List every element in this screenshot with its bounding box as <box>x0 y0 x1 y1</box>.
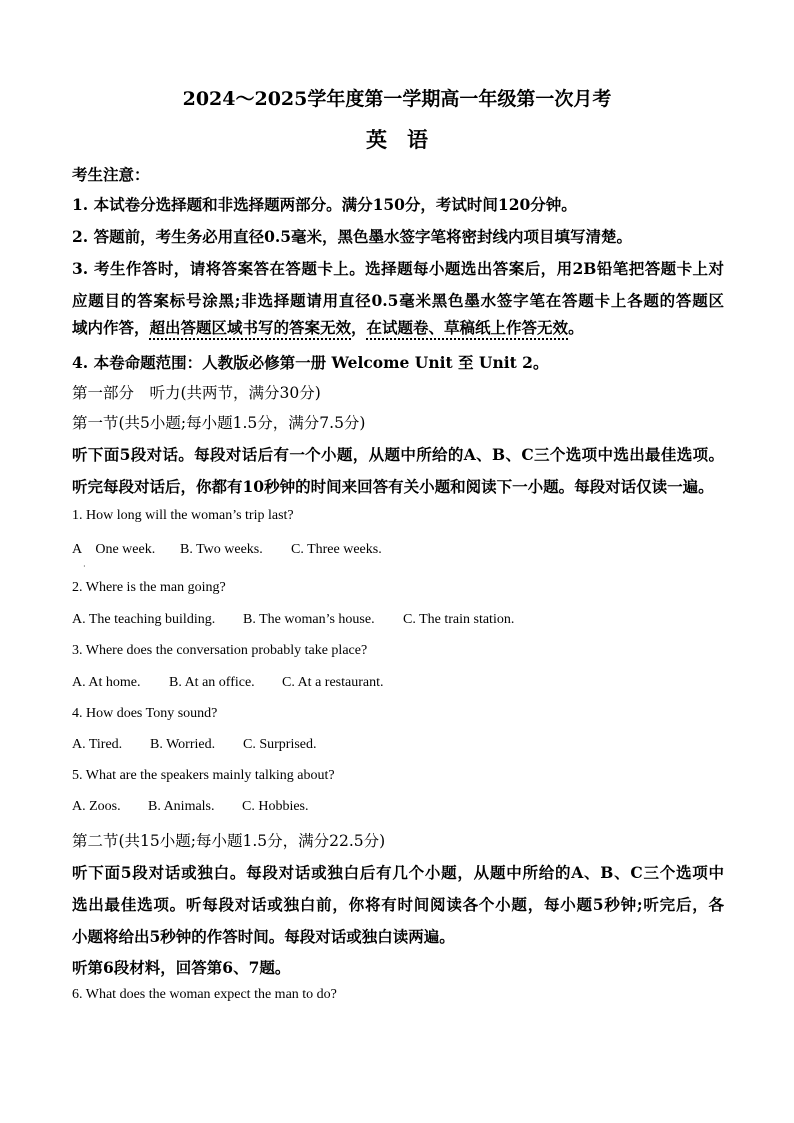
question-2-options <box>72 612 724 628</box>
option-b: B. Two weeks. <box>180 542 263 557</box>
option-c: C. Three weeks. <box>291 542 382 557</box>
emphasis-text: 超出答题区域书写的答案无效 <box>149 318 352 337</box>
notice-item-3-line-2: 应题目的答案标号涂黑;非选择题请用直径0.5毫米黑色墨水签字笔在答题卡上各题的答题区 <box>72 291 724 310</box>
option-a: A One week. <box>72 542 156 557</box>
notice-text: 域内作答， <box>72 318 150 337</box>
question-2-stem: 2. Where is the man going? <box>72 580 226 595</box>
question-3-stem: 3. Where does the conversation probably take place? <box>72 643 368 658</box>
option-a: A. Tired. <box>72 737 123 752</box>
notice-heading: 考生注意： <box>72 165 150 184</box>
section2-instruction-line-2: 选出最佳选项。听每段对话或独白前，你将有时间阅读各个小题，每小题5秒钟;听完后，各 <box>72 895 724 914</box>
section2-instruction-line-3: 小题将给出5秒钟的作答时间。每段对话或独白读两遍。 <box>72 927 455 946</box>
option-b: B. Animals. <box>148 799 215 814</box>
stray-dot-mark: · <box>83 562 86 571</box>
emphasis-text: 在试题卷、草稿纸上作答无效 <box>366 318 569 337</box>
notice-item-3-line-1: 3. 考生作答时，请将答案答在答题卡上。选择题每小题选出答案后，用2B铅笔把答题卡上对 <box>72 259 724 278</box>
question-1-stem: 1. How long will the woman’s trip last? <box>72 508 294 523</box>
question-6-stem: 6. What does the woman expect the man to do? <box>72 987 337 1002</box>
part1-heading: 第一部分 听力(共两节，满分30分) <box>72 384 321 402</box>
material-6-instruction: 听第6段材料，回答第6、7题。 <box>72 958 291 977</box>
question-4-stem: 4. How does Tony sound? <box>72 706 218 721</box>
option-b: B. The woman’s house. <box>243 612 375 627</box>
option-c: C. The train station. <box>403 612 515 627</box>
question-1-options <box>72 538 724 558</box>
option-b: B. At an office. <box>169 675 255 690</box>
option-b: B. Worried. <box>150 737 216 752</box>
section1-heading: 第一节(共5小题;每小题1.5分，满分7.5分) <box>72 414 366 432</box>
notice-item-3-line-3 <box>72 316 724 338</box>
subject-title: 英语 <box>366 127 448 152</box>
notice-text: ， <box>351 318 367 337</box>
notice-item-4: 4. 本卷命题范围：人教版必修第一册 Welcome Unit 至 Unit 2。 <box>72 353 549 372</box>
section2-instruction-line-1: 听下面5段对话或独白。每段对话或独白后有几个小题，从题中所给的A、B、C三个选项中 <box>72 863 724 882</box>
option-a: A. The teaching building. <box>72 612 216 627</box>
option-c: C. At a restaurant. <box>282 675 384 690</box>
option-a: A. Zoos. <box>72 799 121 814</box>
option-a: A. At home. <box>72 675 141 690</box>
option-c: C. Hobbies. <box>242 799 309 814</box>
question-3-options <box>72 675 724 691</box>
option-c: C. Surprised. <box>243 737 317 752</box>
question-5-options <box>72 799 724 815</box>
notice-item-2: 2. 答题前，考生务必用直径0.5毫米，黑色墨水签字笔将密封线内项目填写清楚。 <box>72 227 633 246</box>
notice-item-1: 1. 本试卷分选择题和非选择题两部分。满分150分，考试时间120分钟。 <box>72 195 577 214</box>
question-5-stem: 5. What are the speakers mainly talking about? <box>72 768 335 783</box>
exam-title: 2024～2025学年度第一学期高一年级第一次月考 <box>182 88 612 110</box>
section1-instruction-line-2: 听完每段对话后，你都有10秒钟的时间来回答有关小题和阅读下一小题。每段对话仅读一遍。 <box>72 477 714 496</box>
question-4-options <box>72 737 724 753</box>
notice-text: 。 <box>568 318 584 337</box>
section1-instruction-line-1: 听下面5段对话。每段对话后有一个小题，从题中所给的A、B、C三个选项中选出最佳选项。 <box>72 445 724 464</box>
section2-heading: 第二节(共15小题;每小题1.5分，满分22.5分) <box>72 832 386 850</box>
